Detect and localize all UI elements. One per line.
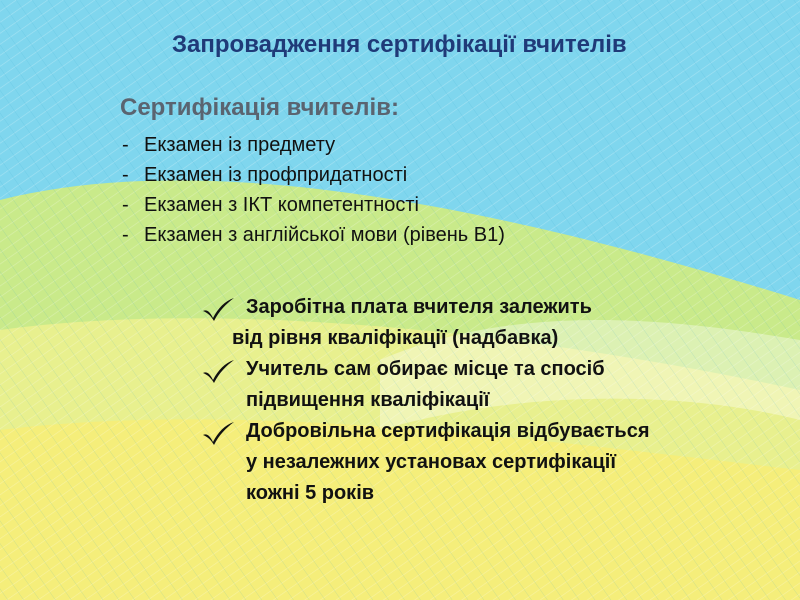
- list-item: - Екзамен із предмету: [122, 130, 505, 160]
- dash-marker: -: [122, 194, 129, 216]
- page-title: Запровадження сертифікації вчителів: [172, 31, 627, 58]
- list-item: - Екзамен з ІКТ компетентності: [122, 190, 505, 220]
- checkmark-icon: [200, 296, 236, 322]
- list-item: Учитель сам обирає місце та спосіб підвищення кваліфікації: [200, 354, 650, 416]
- list-item: - Екзамен із профпридатності: [122, 160, 505, 190]
- list-item: - Екзамен з англійської мови (рівень В1): [122, 220, 505, 250]
- section-subtitle: Сертифікація вчителів:: [120, 94, 399, 121]
- checkmark-icon: [200, 420, 236, 446]
- dash-marker: -: [122, 164, 129, 186]
- dash-marker: -: [122, 134, 129, 156]
- policy-list: [200, 292, 650, 509]
- list-item: Заробітна плата вчителя залежить від рівня кваліфікації (надбавка): [200, 292, 650, 354]
- exam-list: [122, 130, 505, 250]
- checkmark-icon: [200, 358, 236, 384]
- dash-marker: -: [122, 224, 129, 246]
- list-item: Добровільна сертифікація відбувається у незалежних установах сертифікації кожні 5 років: [200, 416, 650, 509]
